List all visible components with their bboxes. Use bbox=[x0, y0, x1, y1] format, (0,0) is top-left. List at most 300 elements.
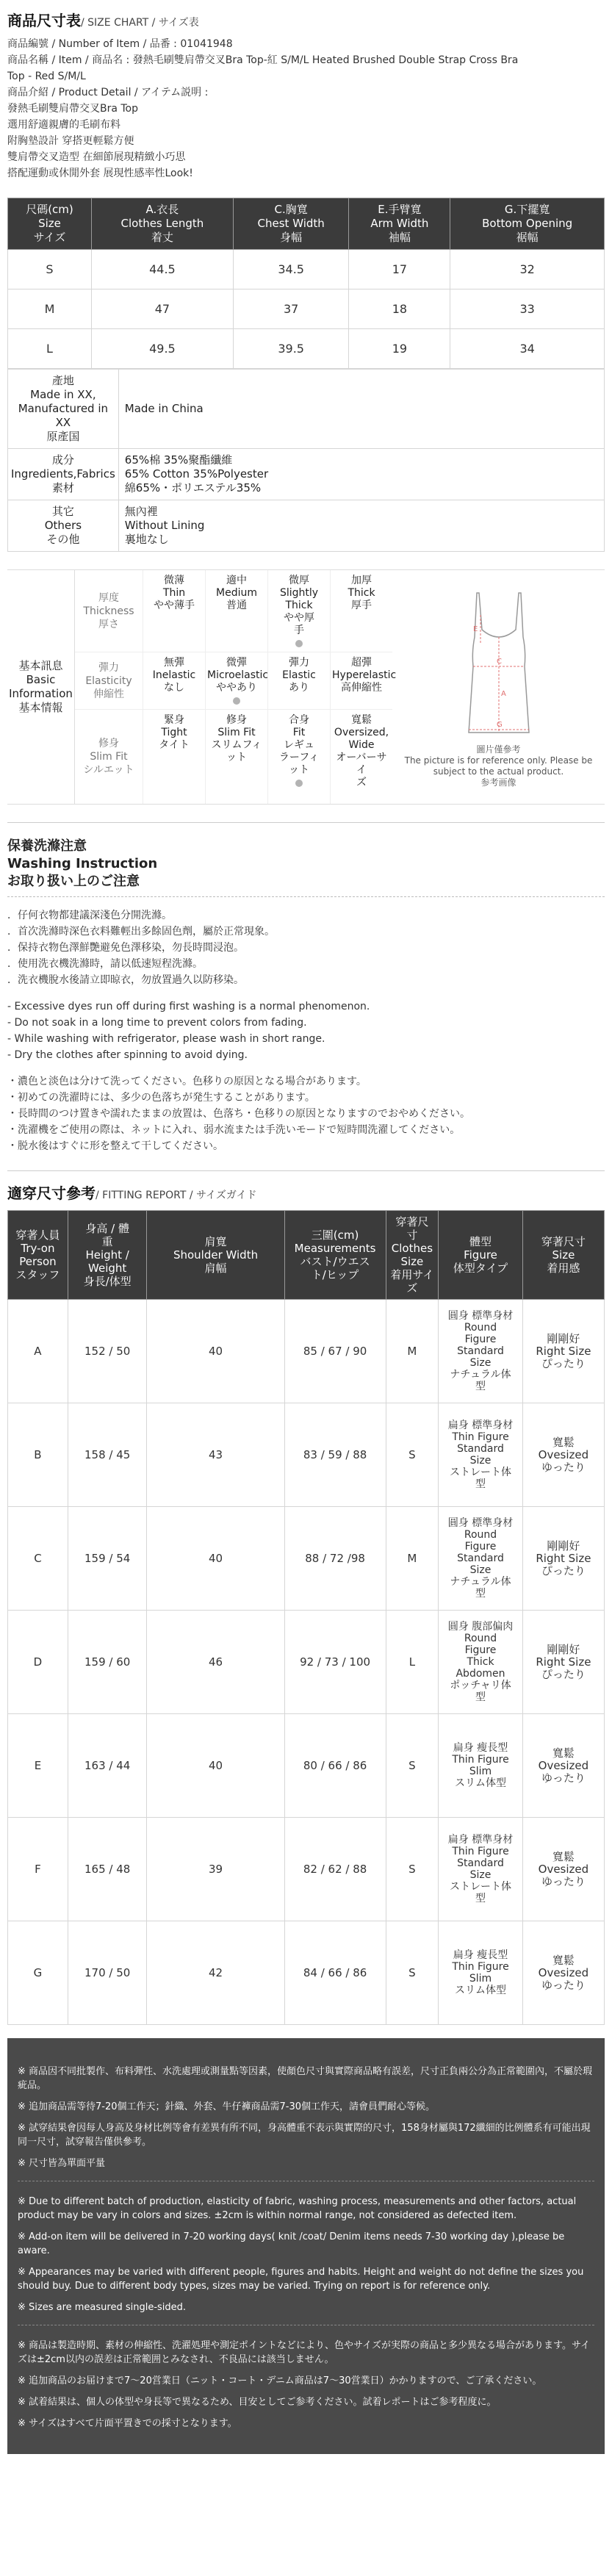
fitting-size: M bbox=[386, 1300, 439, 1403]
washing-line: ・洗濯機をご使用の際は、ネットに入れ、弱水流または手洗いモードで短時間洗濯してください。 bbox=[7, 1124, 461, 1136]
size-value: 47 bbox=[91, 289, 233, 329]
fitting-figure-line: 型 bbox=[475, 1588, 486, 1600]
size-header-cell bbox=[450, 198, 605, 250]
product-info-line: 發熱毛刷雙肩帶交叉Bra Top bbox=[7, 103, 139, 115]
size-chart-title: 商品尺寸表/ SIZE CHART / サイズ表 bbox=[7, 12, 199, 29]
fitting-fit bbox=[522, 1300, 604, 1403]
product-info-line: 商品介紹 / Product Detail / アイテム説明 : bbox=[7, 87, 209, 98]
meta-key-line: Made in XX, bbox=[30, 388, 96, 401]
fitting-fit bbox=[522, 1714, 604, 1818]
meta-row bbox=[8, 370, 605, 449]
fitting-figure-line: ポッチャリ体 bbox=[450, 1680, 511, 1691]
fitting-fit bbox=[522, 1818, 604, 1921]
fitting-row bbox=[8, 1818, 605, 1921]
figure-note-line: 参考画像 bbox=[480, 777, 516, 788]
fitting-shoulder: 40 bbox=[147, 1714, 284, 1818]
size-value: 39.5 bbox=[233, 329, 349, 369]
size-header-line: C.胸寬 bbox=[274, 203, 308, 216]
size-value: 37 bbox=[233, 289, 349, 329]
meta-key-line: Manufactured in bbox=[18, 402, 109, 415]
attribute-option-line: レギュ bbox=[284, 739, 314, 751]
attribute-option-line: 厚手 bbox=[351, 600, 372, 611]
meta-value-line: 無內裡 bbox=[124, 505, 158, 518]
meta-row bbox=[8, 449, 605, 500]
product-meta-table bbox=[7, 369, 605, 552]
fitting-figure bbox=[439, 1403, 523, 1507]
washing-line: ．使用洗衣機洗滌時，請以低速短程洗滌。 bbox=[7, 958, 203, 970]
attribute-row bbox=[75, 710, 392, 804]
fitting-header-line: Size bbox=[400, 1255, 424, 1268]
fitting-figure-line: Standard bbox=[457, 1553, 504, 1564]
attribute-option bbox=[267, 570, 330, 652]
attribute-option-line: あり bbox=[289, 682, 309, 694]
attribute-option bbox=[205, 710, 267, 804]
size-header-line: E.手臂寬 bbox=[378, 203, 422, 216]
size-row bbox=[8, 289, 605, 329]
selected-dot-icon bbox=[295, 780, 303, 787]
fitting-figure-line: 扁身 標準身材 bbox=[447, 1420, 514, 1431]
fitting-figure bbox=[439, 1714, 523, 1818]
attribute-option-line: 普通 bbox=[226, 600, 247, 611]
fitting-figure-line: Round bbox=[464, 1529, 497, 1541]
size-header-cell bbox=[91, 198, 233, 250]
attribute-option-line: やや薄手 bbox=[154, 600, 195, 611]
attribute-name-line: Thickness bbox=[83, 605, 134, 617]
fitting-meas: 80 / 66 / 86 bbox=[284, 1714, 386, 1818]
fitting-header-line: Shoulder Width bbox=[173, 1248, 259, 1262]
fitting-meas: 83 / 59 / 88 bbox=[284, 1403, 386, 1507]
attribute-option-line: やや厚 bbox=[284, 612, 314, 624]
attribute-option-line: ラーフィ bbox=[278, 752, 320, 763]
attribute-option-line: ズ bbox=[356, 777, 367, 788]
meta-value bbox=[118, 500, 604, 552]
meta-key bbox=[8, 449, 119, 500]
attribute-option-line: Inelastic bbox=[152, 669, 196, 681]
meta-value-line: 65%棉 35%聚酯纖維 bbox=[124, 453, 233, 467]
fitting-person: G bbox=[8, 1921, 68, 2025]
attribute-name-line: 厚度 bbox=[98, 591, 119, 604]
fitting-fit-line: Right Size bbox=[536, 1344, 591, 1358]
meta-key-line: 成分 bbox=[51, 453, 74, 467]
basic-info-section bbox=[7, 569, 605, 805]
washing-title-line: 保養洗滌注意 bbox=[7, 838, 87, 854]
fitting-fit-line: ぴったり bbox=[541, 1564, 586, 1577]
size-header-line: Chest Width bbox=[257, 217, 325, 230]
attribute-option-line: Wide bbox=[348, 739, 375, 751]
fitting-figure-line: 型 bbox=[475, 1691, 486, 1703]
fitting-shoulder: 40 bbox=[147, 1300, 284, 1403]
meta-value bbox=[118, 370, 604, 449]
product-info-line: 附胸墊設計 穿搭更輕鬆方便 bbox=[7, 135, 134, 147]
washing-line: ．洗衣機脫水後請立即晾衣，勿放置過久以防移染。 bbox=[7, 974, 244, 986]
basic-label-line: 基本情報 bbox=[18, 701, 63, 714]
washing-zh bbox=[7, 907, 605, 988]
fitting-header-line: Height / bbox=[85, 1248, 129, 1262]
notes-ja bbox=[18, 2325, 594, 2441]
attribute-option bbox=[143, 652, 205, 709]
fitting-shoulder: 42 bbox=[147, 1921, 284, 2025]
fitting-person: B bbox=[8, 1403, 68, 1507]
fitting-figure-line: 扁身 瘦長型 bbox=[453, 1949, 508, 1961]
attribute-option-line: 微彈 bbox=[226, 657, 247, 669]
attribute-option-line: ット bbox=[289, 764, 309, 776]
fitting-header-line: 身長/体型 bbox=[83, 1275, 132, 1288]
attribute-option bbox=[205, 570, 267, 652]
size-header-line: A.衣長 bbox=[145, 203, 179, 216]
attribute-option-line: 寬鬆 bbox=[351, 714, 372, 726]
attribute-option-line: 彈力 bbox=[289, 657, 309, 669]
fitting-figure-line: 圓身 腹部偏肉 bbox=[447, 1621, 514, 1633]
fitting-header-line: 体型タイプ bbox=[453, 1262, 508, 1275]
size-label: S bbox=[8, 250, 92, 289]
size-header-line: Clothes Length bbox=[120, 217, 204, 230]
note-line: ※ サイズはすべて片面平置きでの採寸となります。 bbox=[18, 2418, 237, 2429]
attribute-option-line: Slim Fit bbox=[217, 727, 256, 738]
fitting-fit-line: 剛剛好 bbox=[547, 1642, 580, 1656]
fitting-size: S bbox=[386, 1403, 439, 1507]
fitting-header-cell bbox=[147, 1211, 284, 1300]
fitting-person: F bbox=[8, 1818, 68, 1921]
meta-value-line: Without Lining bbox=[124, 519, 205, 532]
figure-letter-c: C bbox=[496, 658, 502, 666]
size-table bbox=[7, 198, 605, 369]
note-line: ※ Sizes are measured single-sided. bbox=[18, 2302, 187, 2313]
fitting-row bbox=[8, 1507, 605, 1611]
basic-label-line: Information bbox=[9, 687, 73, 700]
meta-key-line: 其它 bbox=[51, 505, 74, 518]
fitting-figure-line: Slim bbox=[469, 1973, 492, 1985]
attribute-option-line: 微厚 bbox=[289, 575, 309, 586]
fitting-header-line: 身高 / 體 bbox=[85, 1222, 129, 1235]
fitting-figure-line: Standard bbox=[457, 1345, 504, 1357]
fitting-figure-line: 型 bbox=[475, 1381, 486, 1392]
fitting-figure-line: Size bbox=[469, 1357, 492, 1369]
fitting-fit-line: 剛剛好 bbox=[547, 1539, 580, 1553]
fitting-fit-line: Ovesized bbox=[538, 1965, 589, 1979]
fitting-header-line: 肩幅 bbox=[204, 1262, 227, 1275]
attribute-option-line: 修身 bbox=[226, 714, 247, 726]
size-value: 33 bbox=[450, 289, 605, 329]
fitting-size: L bbox=[386, 1611, 439, 1714]
attribute-name-line: 厚さ bbox=[98, 618, 119, 630]
size-header-line: 着丈 bbox=[151, 231, 173, 244]
fitting-header-line: Try-on bbox=[21, 1242, 55, 1255]
fitting-fit-line: ゆったり bbox=[541, 1771, 586, 1785]
washing-instruction bbox=[7, 822, 605, 1154]
fitting-figure bbox=[439, 1818, 523, 1921]
fitting-row bbox=[8, 1921, 605, 2025]
fitting-header-line: Measurements bbox=[294, 1242, 376, 1255]
note-line: ※ 尺寸皆為單面平量 bbox=[18, 2158, 106, 2169]
fitting-fit-line: 寬鬆 bbox=[552, 1435, 575, 1449]
attribute-name-line: 修身 bbox=[98, 738, 119, 749]
tank-top-diagram-icon bbox=[444, 586, 554, 740]
washing-line: ・脱水後はすぐに形を整えて干してください。 bbox=[7, 1140, 223, 1152]
fitting-figure bbox=[439, 1921, 523, 2025]
washing-title bbox=[7, 838, 605, 891]
fitting-figure-line: Figure bbox=[464, 1644, 497, 1656]
fitting-header-line: 三圍(cm) bbox=[311, 1228, 359, 1242]
fitting-fit bbox=[522, 1403, 604, 1507]
meta-value-line: 綿65%・ポリエステル35% bbox=[124, 481, 262, 494]
basic-label-line: 基本訊息 bbox=[18, 659, 63, 672]
attribute-option-line: タイト bbox=[159, 739, 190, 751]
fitting-fit-line: Right Size bbox=[536, 1551, 591, 1565]
size-header-cell bbox=[8, 198, 92, 250]
note-line: ※ 商品因不同批製作、布料彈性、水洗處理或測量點等因素，使顏色尺寸與實際商品略有誤差，尺寸正負兩公分為正常範圍內，不屬於瑕疵品。 bbox=[18, 2066, 593, 2091]
fitting-header-line: Person bbox=[19, 1255, 57, 1268]
fitting-figure-line: Standard bbox=[457, 1443, 504, 1455]
fitting-shoulder: 46 bbox=[147, 1611, 284, 1714]
fitting-header-line: 體型 bbox=[469, 1235, 492, 1248]
size-header-line: 尺碼(cm) bbox=[26, 203, 73, 216]
selected-dot-icon bbox=[233, 697, 240, 705]
fitting-row bbox=[8, 1403, 605, 1507]
washing-ja bbox=[7, 1073, 605, 1154]
size-header-line: Size bbox=[38, 217, 61, 230]
size-value: 17 bbox=[349, 250, 450, 289]
fitting-header-line: 肩寬 bbox=[204, 1235, 227, 1248]
size-header-line: Arm Width bbox=[370, 217, 429, 230]
fitting-figure-line: 型 bbox=[475, 1893, 486, 1904]
meta-key-line: Others bbox=[44, 519, 82, 532]
notes-box bbox=[7, 2038, 605, 2454]
fitting-size: S bbox=[386, 1714, 439, 1818]
fitting-header-line: ズ bbox=[406, 1281, 418, 1295]
attribute-option bbox=[267, 710, 330, 804]
size-row bbox=[8, 250, 605, 289]
attribute-option-line: Thick bbox=[285, 600, 313, 611]
attribute-option-line: オーバーサイ bbox=[336, 752, 387, 776]
fitting-figure-line: 扁身 瘦長型 bbox=[453, 1742, 508, 1754]
fitting-meas: 82 / 62 / 88 bbox=[284, 1818, 386, 1921]
fitting-figure-line: ナチュラル体 bbox=[450, 1369, 511, 1381]
fitting-person: A bbox=[8, 1300, 68, 1403]
attribute-option-line: スリムフィット bbox=[211, 739, 262, 763]
fitting-header-line: スタッフ bbox=[15, 1268, 60, 1281]
attribute-option-line: 微薄 bbox=[164, 575, 184, 586]
selected-dot-icon bbox=[295, 640, 303, 647]
attribute-option-line: Elastic bbox=[282, 669, 316, 681]
fitting-figure-line: ストレート体 bbox=[450, 1467, 511, 1478]
attribute-option-line: 加厚 bbox=[351, 575, 372, 586]
fitting-row bbox=[8, 1300, 605, 1403]
attribute-option-line: Hyperelastic bbox=[332, 669, 397, 681]
washing-en bbox=[7, 999, 605, 1063]
figure-letter-g: G bbox=[496, 721, 503, 729]
size-label: M bbox=[8, 289, 92, 329]
fitting-figure-line: 圓身 標準身材 bbox=[447, 1310, 514, 1322]
attribute-option-line: 緊身 bbox=[164, 714, 184, 726]
product-info-line: 選用舒適親膚的毛刷布料 bbox=[7, 119, 120, 131]
attribute-option-line: Microelastic bbox=[207, 669, 269, 681]
fitting-header-line: Weight bbox=[88, 1262, 127, 1275]
meta-key-line: 素材 bbox=[51, 481, 74, 494]
attribute-option-line: Oversized, bbox=[334, 727, 389, 738]
fitting-figure-line: Thick bbox=[467, 1656, 494, 1668]
meta-value-line: Made in China bbox=[124, 402, 204, 415]
fitting-figure-line: ナチュラル体 bbox=[450, 1576, 511, 1588]
fitting-figure bbox=[439, 1611, 523, 1714]
product-info-line: Top - Red S/M/L bbox=[7, 71, 86, 82]
fitting-hw: 163 / 44 bbox=[68, 1714, 147, 1818]
meta-value-line: 65% Cotton 35%Polyester bbox=[124, 467, 269, 481]
attribute-option-line: Tight bbox=[161, 727, 187, 738]
attribute-option-line: Medium bbox=[216, 587, 257, 599]
fitting-hw: 159 / 54 bbox=[68, 1507, 147, 1611]
washing-title-line: お取り扱い上のご注意 bbox=[7, 874, 140, 889]
washing-line: - Dry the clothes after spinning to avoid dying. bbox=[7, 1049, 248, 1061]
fitting-person: E bbox=[8, 1714, 68, 1818]
attribute-option-line: 高伸縮性 bbox=[341, 682, 382, 694]
fitting-row bbox=[8, 1714, 605, 1818]
attribute-name-line: シルエット bbox=[83, 764, 134, 776]
attribute-option bbox=[330, 652, 397, 709]
fitting-meas: 84 / 66 / 86 bbox=[284, 1921, 386, 2025]
fitting-row bbox=[8, 1611, 605, 1714]
fitting-fit-line: ゆったり bbox=[541, 1978, 586, 1992]
attribute-option bbox=[330, 710, 392, 804]
fitting-header-cell bbox=[386, 1211, 439, 1300]
fitting-header-line: 穿著人員 bbox=[15, 1228, 60, 1242]
fitting-header-line: 着用サイ bbox=[390, 1268, 434, 1281]
size-value: 34 bbox=[450, 329, 605, 369]
fitting-header-cell bbox=[439, 1211, 523, 1300]
fitting-figure-line: 圓身 標準身材 bbox=[447, 1517, 514, 1529]
attribute-option-line: 合身 bbox=[289, 714, 309, 726]
fitting-header-line: Figure bbox=[464, 1248, 497, 1262]
note-line: ※ 試着結果は、個人の体型や身長等で異なるため、目安としてご参考ください。試着レポートはご参考程度に。 bbox=[18, 2397, 497, 2408]
figure-note bbox=[405, 744, 593, 788]
fitting-header-line: 寸 bbox=[406, 1228, 418, 1242]
fitting-figure-line: Slim bbox=[469, 1766, 492, 1777]
fitting-figure-line: スリム体型 bbox=[455, 1777, 506, 1789]
attribute-name bbox=[75, 570, 143, 652]
fitting-meas: 92 / 73 / 100 bbox=[284, 1611, 386, 1714]
fitting-header-line: Clothes bbox=[391, 1242, 433, 1255]
attribute-option-line: 手 bbox=[294, 625, 304, 636]
fitting-fit bbox=[522, 1507, 604, 1611]
basic-label-line: Basic bbox=[26, 673, 56, 686]
meta-value bbox=[118, 449, 604, 500]
size-row bbox=[8, 329, 605, 369]
fitting-figure-line: Size bbox=[469, 1564, 492, 1576]
product-info-line: 雙肩帶交叉造型 在細節展現精緻小巧思 bbox=[7, 151, 186, 163]
washing-line: ．首次洗滌時深色衣料難輕出多餘固色劑，屬於正常現象。 bbox=[7, 926, 275, 938]
attribute-name-line: Elasticity bbox=[85, 674, 132, 687]
fitting-figure-line: 型 bbox=[475, 1478, 486, 1490]
washing-line: ・濃色と淡色は分けて洗ってください。色移りの原因となる場合があります。 bbox=[7, 1076, 367, 1087]
attribute-option bbox=[267, 652, 330, 709]
attribute-grid bbox=[75, 570, 397, 804]
size-label: L bbox=[8, 329, 92, 369]
fitting-fit bbox=[522, 1921, 604, 2025]
fitting-header-line: 重 bbox=[101, 1235, 113, 1248]
attribute-option-line: 適中 bbox=[226, 575, 247, 586]
note-line: ※ 追加商品需等待7-20個工作天；針織、外套、牛仔褲商品需7-30個工作天，請會員們耐心等候。 bbox=[18, 2101, 436, 2112]
attribute-option-line: Thin bbox=[162, 587, 186, 599]
attribute-name bbox=[75, 652, 143, 709]
size-header-line: サイズ bbox=[33, 231, 66, 244]
fitting-meas: 85 / 67 / 90 bbox=[284, 1300, 386, 1403]
fitting-fit-line: ゆったり bbox=[541, 1874, 586, 1888]
fitting-meas: 88 / 72 /98 bbox=[284, 1507, 386, 1611]
washing-title-line: Washing Instruction bbox=[7, 856, 158, 871]
notes-zh bbox=[18, 2051, 594, 2181]
note-line: ※ 追加商品のお届けまで7～20営業日（ニット・コート・デニム商品は7～30営業日）かかりますので、ご了承ください。 bbox=[18, 2375, 542, 2386]
fitting-figure-line: Thin Figure bbox=[452, 1846, 509, 1857]
figure-note-line: subject to the actual product. bbox=[433, 766, 564, 777]
size-value: 44.5 bbox=[91, 250, 233, 289]
fitting-figure-line: Thin Figure bbox=[452, 1431, 509, 1443]
fitting-figure-line: 扁身 標準身材 bbox=[447, 1834, 514, 1846]
attribute-row bbox=[75, 570, 392, 652]
fitting-figure-line: Size bbox=[469, 1869, 492, 1881]
fitting-hw: 158 / 45 bbox=[68, 1403, 147, 1507]
attribute-option-line: 無彈 bbox=[164, 657, 184, 669]
fitting-figure-line: Standard bbox=[457, 1857, 504, 1869]
fitting-fit-line: ゆったり bbox=[541, 1460, 586, 1474]
attribute-name-line: 彈力 bbox=[98, 661, 119, 674]
fitting-shoulder: 40 bbox=[147, 1507, 284, 1611]
note-line: ※ 商品は製造時期、素材の伸縮性、洗濯処理や測定ポイントなどにより、色やサイズが実際の商品と多少異なる場合があります。サイズは±2cm以内の誤差は正常範囲とみなされ、不良品には該当しません。 bbox=[18, 2340, 591, 2365]
size-header-line: Bottom Opening bbox=[482, 217, 573, 230]
fitting-person: C bbox=[8, 1507, 68, 1611]
note-line: ※ Appearances may be varied with different people, figures and habits. Height and weight do not define the sizes you should buy. Due to different body types, sizes may be varied. Trying on report is for reference only. bbox=[18, 2267, 584, 2292]
meta-key-line: XX bbox=[55, 416, 71, 429]
fitting-figure-line: ストレート体 bbox=[450, 1881, 511, 1893]
meta-key-line: その他 bbox=[46, 533, 80, 546]
figure-note-line: The picture is for reference only. Please be bbox=[404, 755, 593, 766]
meta-key-line: Ingredients,Fabrics bbox=[11, 467, 115, 481]
fitting-figure-line: Round bbox=[464, 1633, 497, 1644]
fitting-fit-line: ぴったり bbox=[541, 1356, 586, 1370]
fitting-header-cell bbox=[68, 1211, 147, 1300]
fitting-figure-line: Round bbox=[464, 1322, 497, 1334]
fitting-fit-line: 寬鬆 bbox=[552, 1746, 575, 1760]
fitting-fit-line: Ovesized bbox=[538, 1758, 589, 1772]
size-header-line: 身幅 bbox=[280, 231, 303, 244]
size-value: 34.5 bbox=[233, 250, 349, 289]
attribute-option-line: Thick bbox=[348, 587, 375, 599]
fitting-header-line: バスト/ウエス bbox=[300, 1255, 370, 1268]
washing-line: ・初めての洗濯時には、多少の色落ちが発生することがあります。 bbox=[7, 1092, 315, 1104]
meta-key-line: 產地 bbox=[51, 374, 74, 387]
size-header-cell bbox=[349, 198, 450, 250]
fitting-shoulder: 43 bbox=[147, 1403, 284, 1507]
size-header-line: G.下擺寬 bbox=[504, 203, 550, 216]
product-info-line: 商品編號 / Number of Item / 品番 : 01041948 bbox=[7, 38, 233, 50]
meta-value-line: 裏地なし bbox=[124, 533, 169, 546]
fitting-figure-line: Thin Figure bbox=[452, 1754, 509, 1766]
fitting-figure bbox=[439, 1300, 523, 1403]
product-info bbox=[7, 36, 605, 181]
fitting-header-cell bbox=[522, 1211, 604, 1300]
fitting-fit-line: Ovesized bbox=[538, 1862, 589, 1876]
washing-line: ．仔何衣物都建議深淺色分開洗滌。 bbox=[7, 910, 172, 921]
basic-info-label bbox=[7, 570, 75, 804]
attribute-option-line: Slightly bbox=[279, 587, 319, 599]
fitting-figure-line: Abdomen bbox=[456, 1668, 505, 1680]
note-line: ※ 試穿結果會因每人身高及身材比例等會有差異有所不同，身高體重不表示與實際的尺寸，158身材屬與172纖細的比例體系有可能出現同一尺寸，試穿報告僅供參考。 bbox=[18, 2123, 591, 2148]
fitting-shoulder: 39 bbox=[147, 1818, 284, 1921]
attribute-option-line: Fit bbox=[292, 727, 306, 738]
fitting-report-title: 適穿尺寸參考/ FITTING REPORT / サイズガイド bbox=[7, 1184, 257, 1202]
attribute-option-line: なし bbox=[164, 682, 184, 694]
fitting-header-line: 穿著尺 bbox=[395, 1215, 429, 1228]
fitting-header-line: 着用感 bbox=[547, 1262, 580, 1275]
fitting-size: S bbox=[386, 1921, 439, 2025]
